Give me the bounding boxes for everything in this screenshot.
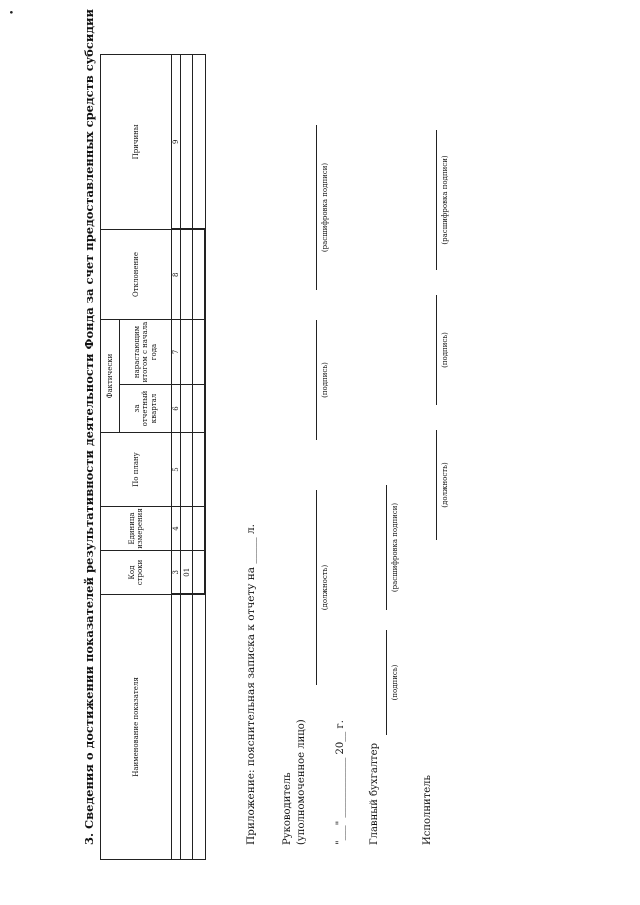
chief-decoding-caption: (расшифровка подписи) bbox=[391, 502, 399, 593]
head-decoding-line bbox=[316, 125, 317, 290]
executor-position-line bbox=[436, 430, 437, 540]
column-number: 9 bbox=[172, 54, 181, 229]
head-position-caption: (должность) bbox=[321, 564, 329, 611]
column-number: 5 bbox=[172, 433, 181, 507]
cell-actual-ytd bbox=[193, 319, 206, 384]
head-signature-caption: (подпись) bbox=[321, 362, 329, 398]
column-number-blank bbox=[172, 595, 181, 860]
cell-reasons bbox=[181, 54, 193, 229]
column-number: 3 bbox=[172, 551, 181, 595]
header-code: Код строки bbox=[101, 551, 172, 595]
executor-decoding-line bbox=[436, 130, 437, 270]
cell-deviation bbox=[181, 229, 193, 319]
column-number: 6 bbox=[172, 385, 181, 433]
executor-position-caption: (должность) bbox=[441, 462, 449, 508]
head-signature-line bbox=[316, 320, 317, 440]
header-name: Наименование показателя bbox=[101, 595, 172, 860]
head-decoding-caption: (расшифровка подписи) bbox=[321, 162, 329, 253]
attachment-note: Приложение: пояснительная записка к отчету на _____ л. bbox=[245, 523, 257, 845]
chief-decoding-line bbox=[386, 485, 387, 610]
cell-code bbox=[193, 551, 206, 595]
chief-accountant-label: Главный бухгалтер bbox=[369, 743, 380, 845]
header-deviation: Отклонение bbox=[101, 229, 172, 319]
header-actual-ytd: нарастающим итогом с начала года bbox=[120, 319, 172, 384]
column-number: 7 bbox=[172, 319, 181, 384]
header-unit: Единица измерения bbox=[101, 507, 172, 551]
scan-speck: • bbox=[8, 9, 18, 15]
section-title: 3. Сведения о достижении показателей результативности деятельности Фонда за счет предоставленных средств субсидии bbox=[82, 8, 96, 845]
executor-label: Исполнитель bbox=[422, 775, 433, 845]
cell-actual-quarter bbox=[193, 385, 206, 433]
cell-plan bbox=[193, 433, 206, 507]
table-row bbox=[181, 54, 193, 859]
header-reasons: Причины bbox=[101, 54, 172, 229]
cell-reasons bbox=[193, 54, 206, 229]
cell-plan bbox=[181, 433, 193, 507]
cell-unit bbox=[193, 507, 206, 551]
executor-signature-caption: (подпись) bbox=[441, 332, 449, 368]
executor-signature-line bbox=[436, 295, 437, 405]
cell-unit bbox=[181, 507, 193, 551]
chief-signature-line bbox=[386, 630, 387, 735]
cell-deviation bbox=[193, 229, 206, 319]
cell-actual-ytd bbox=[181, 319, 193, 384]
indicators-table bbox=[100, 54, 206, 860]
column-number: 8 bbox=[172, 229, 181, 319]
cell-actual-quarter bbox=[181, 385, 193, 433]
date-line: "___" ____________ 20__ г. bbox=[335, 720, 346, 845]
executor-decoding-caption: (расшифровка подписи) bbox=[441, 155, 449, 245]
header-actual-quarter: за отчетный квартал bbox=[120, 385, 172, 433]
head-label: Руководитель bbox=[282, 772, 293, 845]
chief-signature-caption: (подпись) bbox=[391, 664, 399, 701]
cell-code: 01 bbox=[181, 551, 193, 595]
table-row bbox=[193, 54, 206, 859]
cell-name bbox=[181, 595, 193, 860]
column-number: 4 bbox=[172, 507, 181, 551]
cell-name bbox=[193, 595, 206, 860]
header-actual: Фактически bbox=[101, 319, 120, 432]
head-label-sub: (уполномоченное лицо) bbox=[296, 719, 307, 845]
header-plan: По плану bbox=[101, 433, 172, 507]
head-position-line bbox=[316, 490, 317, 685]
